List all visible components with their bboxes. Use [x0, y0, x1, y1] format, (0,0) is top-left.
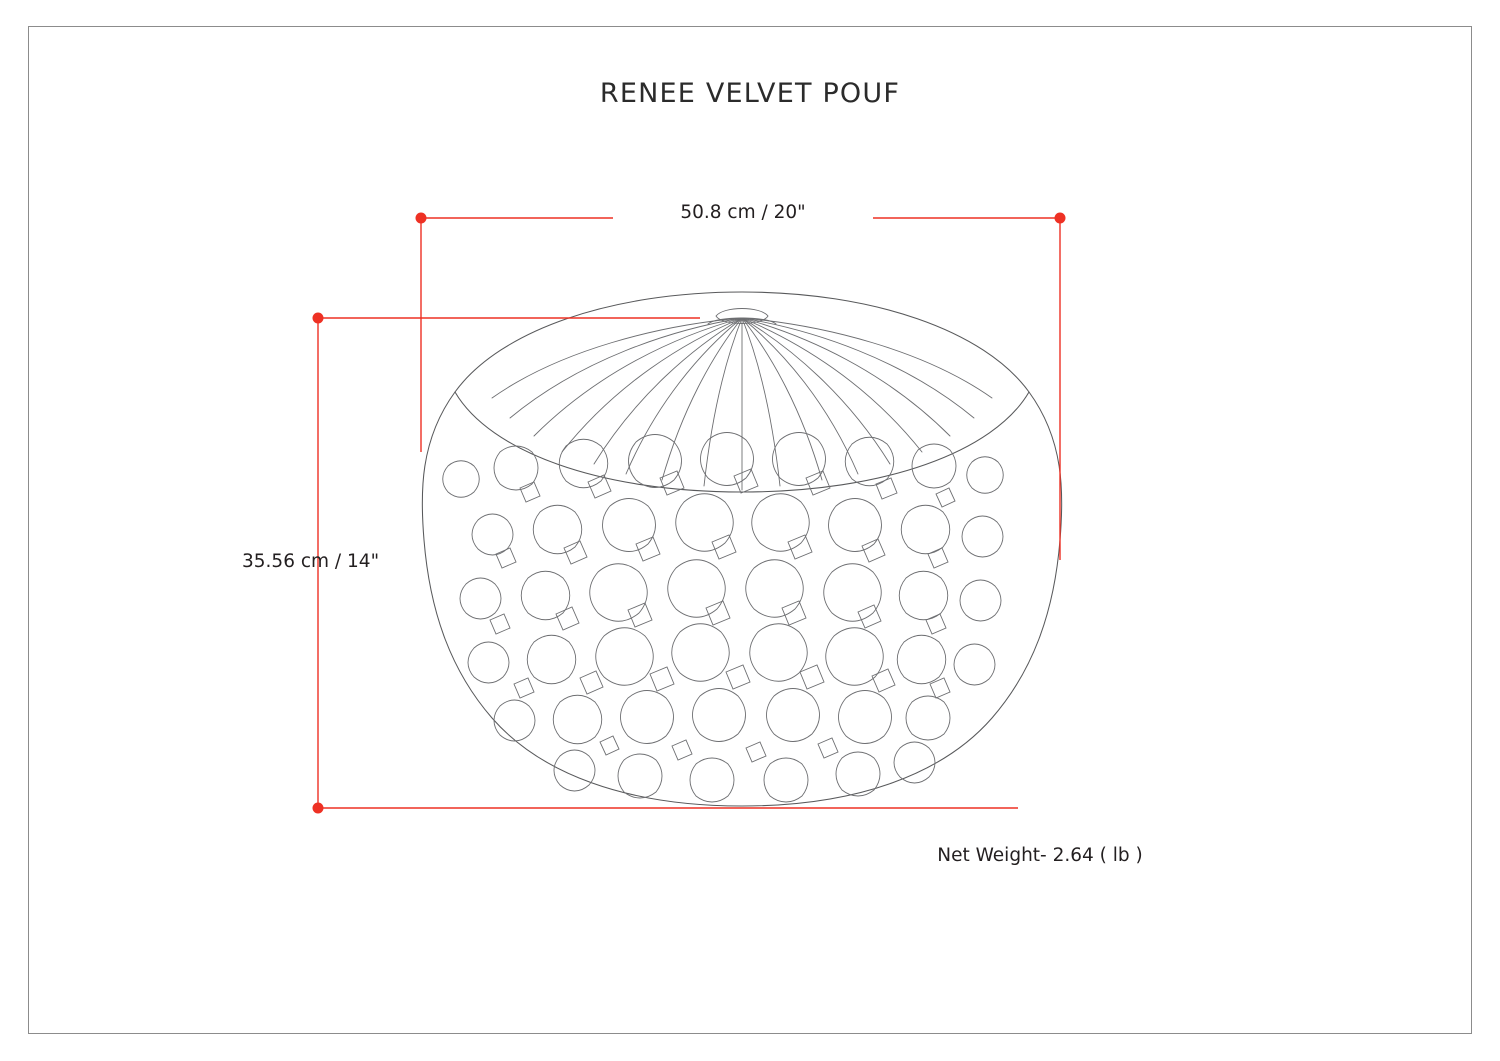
height-dimension-line	[313, 313, 1019, 814]
height-dimension-label: 35.56 cm / 14"	[242, 551, 380, 572]
width-dimension-line	[416, 213, 1066, 561]
net-weight-label: Net Weight- 2.64 ( lb )	[937, 845, 1143, 866]
width-dimension-label: 50.8 cm / 20"	[613, 202, 873, 223]
page-title: RENEE VELVET POUF	[599, 78, 901, 109]
